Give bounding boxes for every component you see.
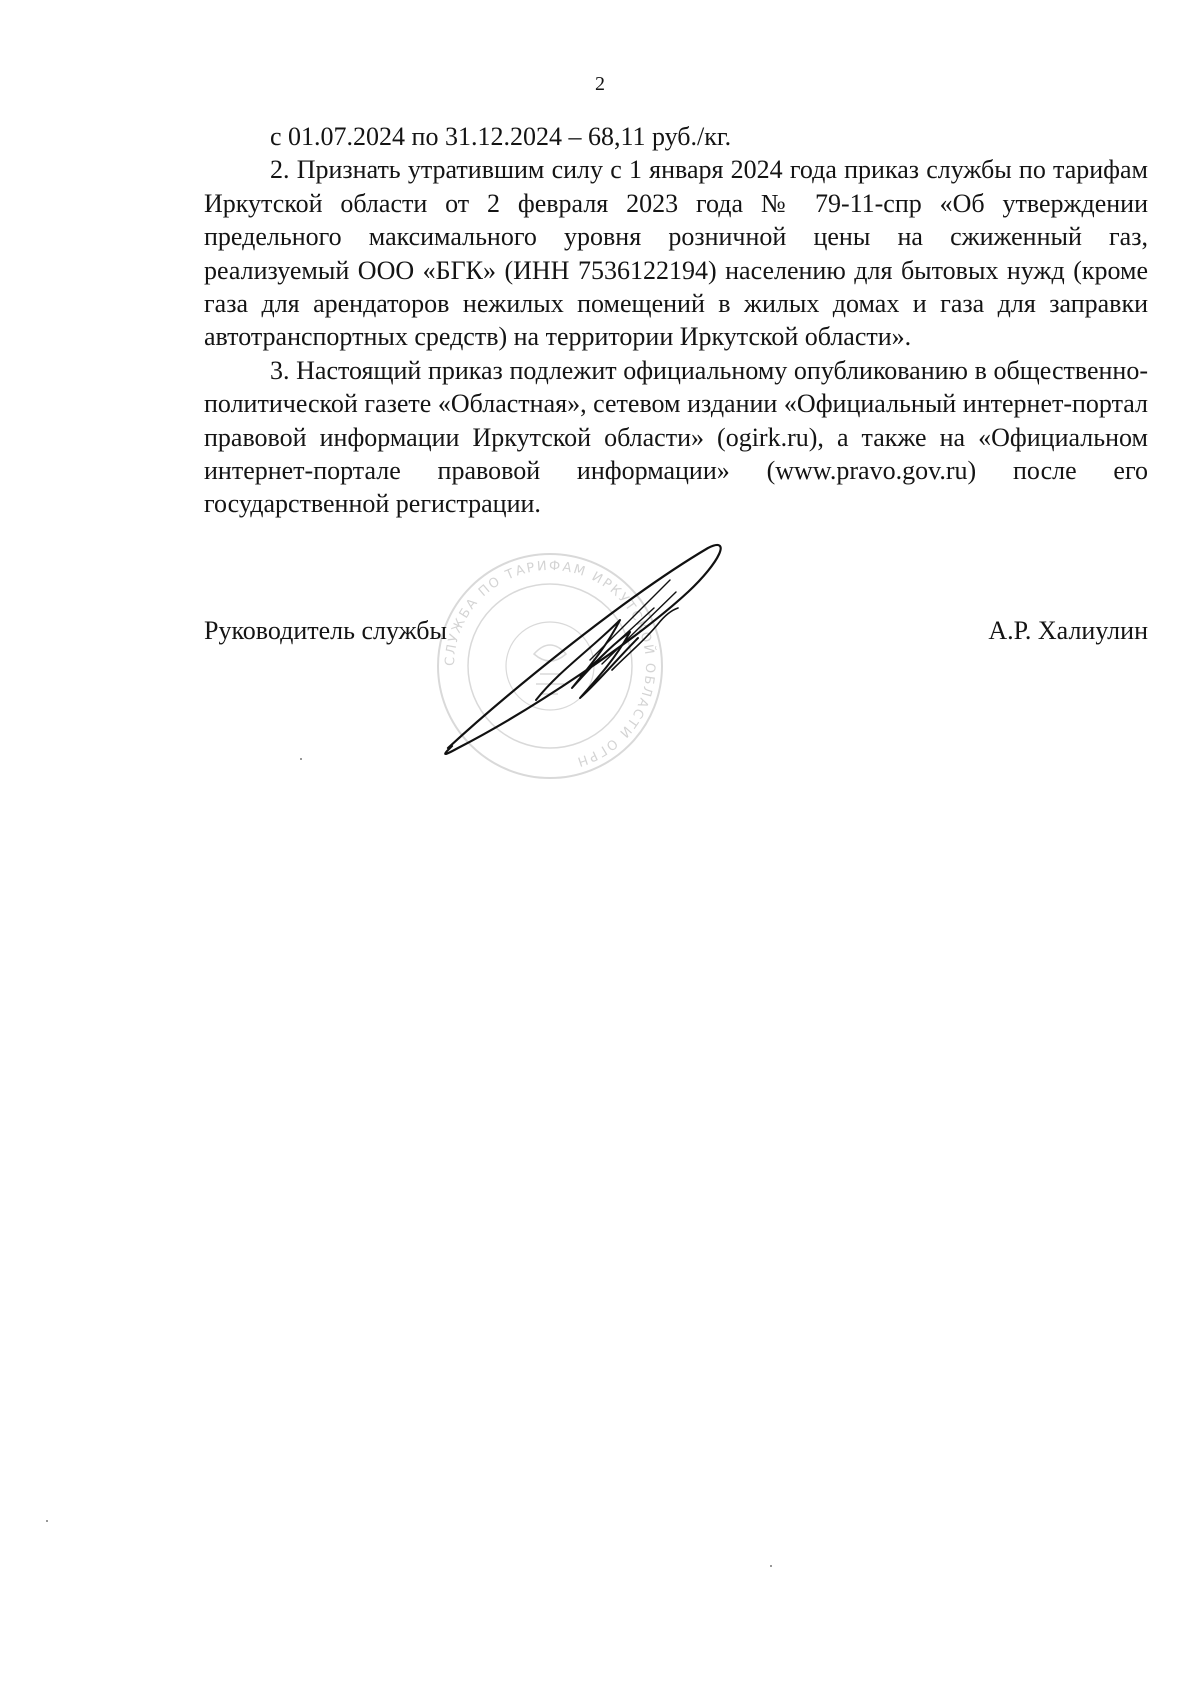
document-body — [204, 120, 1148, 521]
signatory-position: Руководитель службы — [204, 616, 447, 645]
handwritten-signature — [440, 540, 790, 770]
paragraph-item-2: 2. Признать утратившим силу с 1 января 2024 года приказ службы по тарифам Иркутской области от 2 февраля 2023 года № 79-11-спр «Об утверждении предельного максимального уровня розничной цены на сжиженный газ, реализуемый ООО «БГК» (ИНН 7536122194) населению для бытовых нужд (кроме газа для арендаторов нежилых помещений в жилых домах и газа для заправки автотранспортных средств) на территории Иркутской области». — [204, 155, 1148, 352]
page-number: 2 — [595, 73, 605, 95]
scan-speck — [46, 1520, 48, 1522]
scan-speck — [300, 758, 302, 760]
paragraph-tariff-period: с 01.07.2024 по 31.12.2024 – 68,11 руб./кг. — [270, 122, 732, 151]
scan-speck — [770, 1565, 772, 1567]
signatory-name: А.Р. Халиулин — [988, 616, 1148, 645]
stamp-ring-text: СЛУЖБА ПО ТАРИФАМ ИРКУТСКОЙ ОБЛАСТИ ОГРН — [442, 558, 658, 770]
paragraph-item-3: 3. Настоящий приказ подлежит официальному опубликованию в общественно-политической газете «Областная», сетевом издании «Официальный интернет-портал правовой информации Иркутской области» (ogirk.ru), а также на «Официальном интернет-портале правовой информации» (www.pravo.gov.ru) после его государственной регистрации. — [204, 355, 1148, 519]
